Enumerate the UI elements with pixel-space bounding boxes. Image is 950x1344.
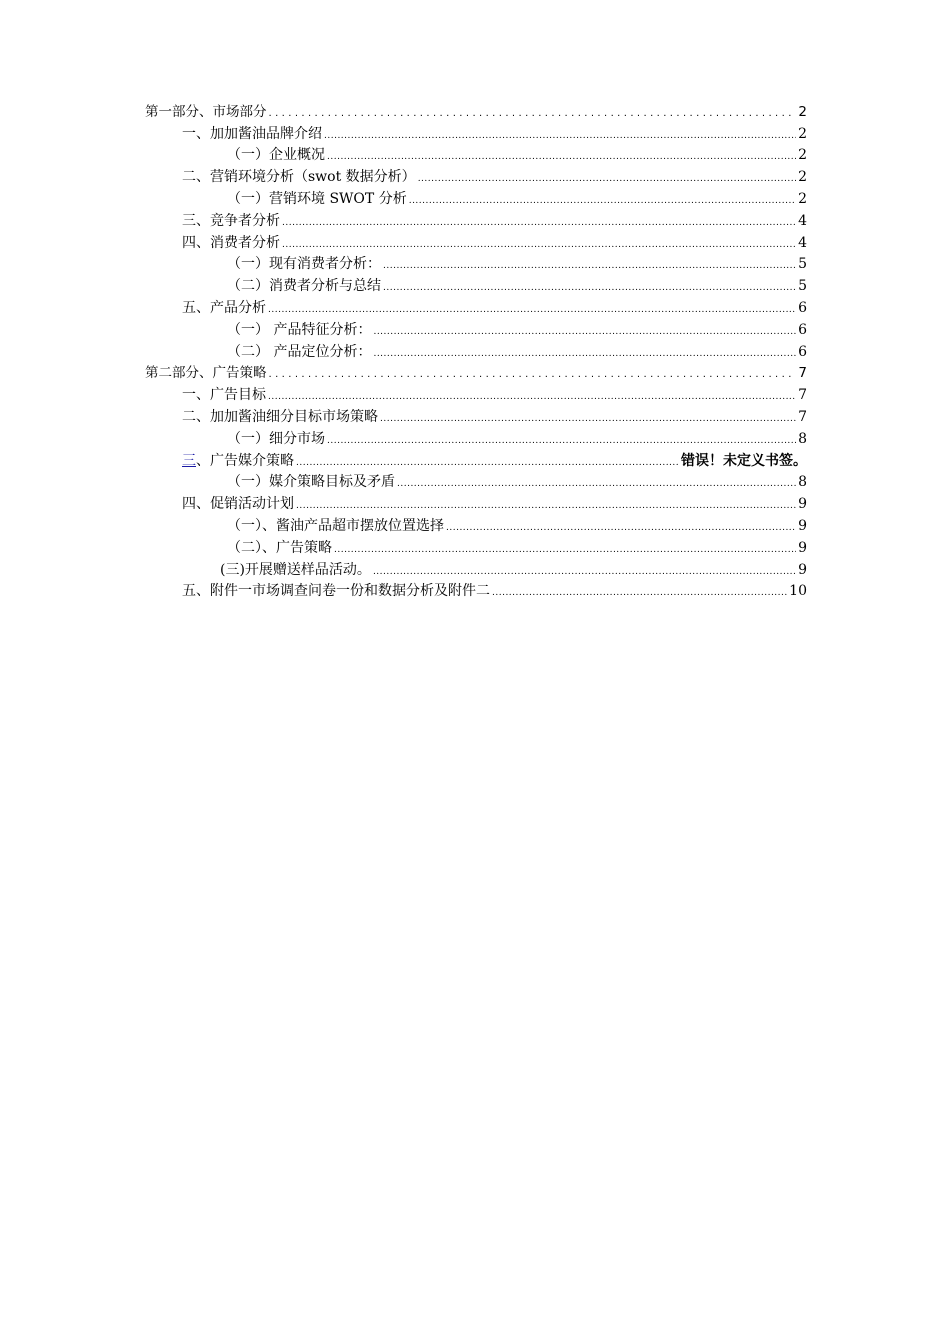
toc-entry-page: 9 (798, 496, 807, 513)
toc-leader-dots (409, 194, 796, 208)
toc-leader-dots (268, 303, 796, 317)
toc-entry-page: 7 (798, 387, 807, 404)
toc-leader-dots (383, 259, 796, 273)
toc-entry-page: 2 (798, 169, 807, 186)
toc-entry-page: 2 (798, 190, 807, 207)
toc-entry[interactable] (145, 361, 807, 383)
toc-entry-title: 五、附件一市场调查问卷一份和数据分析及附件二 (182, 583, 490, 600)
toc-entry-page: 9 (798, 561, 807, 578)
toc-leader-dots (327, 434, 796, 448)
toc-leader-dots (383, 281, 796, 295)
toc-leader-dots (446, 521, 796, 535)
toc-entry[interactable] (145, 186, 807, 208)
toc-leader-dots (327, 150, 796, 164)
toc-leader-dots (296, 456, 679, 470)
toc-entry-page: 9 (798, 517, 807, 534)
toc-entry-page: 5 (798, 278, 807, 295)
toc-entry-title: （一）营销环境 SWOT 分析 (227, 190, 407, 207)
toc-leader-dots (334, 543, 796, 557)
toc-entry[interactable] (145, 535, 807, 557)
toc-entry-page: 7 (798, 365, 807, 382)
table-of-contents (145, 99, 807, 600)
toc-entry-title: 五、产品分析 (182, 299, 266, 316)
toc-entry[interactable] (145, 252, 807, 274)
toc-entry-title: 二、加加酱油细分目标市场策略 (182, 408, 378, 425)
toc-leader-dots (373, 325, 796, 339)
toc-entry-page: 5 (798, 256, 807, 273)
toc-leader-dots (296, 499, 796, 513)
toc-entry-page: 6 (798, 321, 807, 338)
toc-entry-title: （二）、广告策略 (227, 539, 332, 556)
toc-entry-title: （一）、酱油产品超市摆放位置选择 (227, 517, 444, 534)
toc-entry-title: （一）媒介策略目标及矛盾 (227, 474, 395, 491)
toc-entry-page: 8 (798, 474, 807, 491)
toc-entry-title: （一）企业概况 (227, 147, 325, 164)
toc-leader-dots (418, 172, 796, 186)
toc-entry-page: 6 (798, 299, 807, 316)
toc-entry-page: 4 (798, 212, 807, 229)
toc-entry[interactable] (145, 121, 807, 143)
toc-entry[interactable] (145, 513, 807, 535)
toc-entry-title: 四、消费者分析 (182, 234, 280, 251)
toc-entry-title: (三)开展赠送样品活动。 (220, 561, 371, 578)
toc-leader-dots (380, 412, 796, 426)
toc-entry[interactable] (145, 470, 807, 492)
toc-entry-title: （一） 产品特征分析： (227, 321, 372, 338)
toc-entry-page: 6 (798, 343, 807, 360)
toc-entry[interactable] (145, 164, 807, 186)
toc-entry-page: 2 (798, 147, 807, 164)
toc-entry[interactable] (145, 404, 807, 426)
toc-entry-title: 三、竞争者分析 (182, 212, 280, 229)
toc-entry[interactable] (145, 143, 807, 165)
toc-entry[interactable] (145, 273, 807, 295)
toc-leader-dots (492, 586, 787, 600)
toc-entry[interactable] (145, 317, 807, 339)
toc-entry-error[interactable] (145, 448, 807, 470)
toc-entry-title: （二）消费者分析与总结 (227, 278, 381, 295)
toc-entry-page: 7 (798, 408, 807, 425)
toc-bookmark-error: 错误！未定义书签。 (681, 452, 807, 469)
toc-leader-dots (269, 107, 792, 121)
toc-leader-dots (269, 368, 792, 382)
toc-leader-dots (373, 347, 796, 361)
toc-entry-page: 2 (798, 103, 807, 120)
toc-entry-title: （一）现有消费者分析： (227, 256, 381, 273)
toc-entry-title: 四、促销活动计划 (182, 496, 294, 513)
toc-entry[interactable] (145, 557, 807, 579)
toc-leader-dots (268, 390, 796, 404)
toc-entry-page: 4 (798, 234, 807, 251)
toc-entry-page: 8 (798, 430, 807, 447)
toc-entry[interactable] (145, 382, 807, 404)
toc-entry-title: 第二部分、广告策略 (145, 365, 267, 382)
toc-entry-title-rest: 、广告媒介策略 (196, 452, 294, 469)
toc-entry-hyperlink[interactable]: 三 (182, 452, 196, 469)
toc-entry[interactable] (145, 339, 807, 361)
toc-leader-dots (324, 129, 796, 143)
toc-leader-dots (282, 238, 796, 252)
toc-entry-title: 第一部分、市场部分 (145, 103, 267, 120)
toc-entry-page: 2 (798, 125, 807, 142)
toc-entry-title (182, 452, 294, 470)
toc-entry-page: 9 (798, 539, 807, 556)
toc-entry-title: （二） 产品定位分析： (227, 343, 372, 360)
toc-entry[interactable] (145, 99, 807, 121)
toc-entry[interactable] (145, 230, 807, 252)
toc-entry[interactable] (145, 208, 807, 230)
toc-entry[interactable] (145, 579, 807, 601)
toc-entry-title: 一、加加酱油品牌介绍 (182, 125, 322, 142)
toc-leader-dots (282, 216, 796, 230)
toc-entry[interactable] (145, 426, 807, 448)
toc-entry[interactable] (145, 295, 807, 317)
toc-entry-title: 二、营销环境分析（swot 数据分析） (182, 169, 416, 186)
toc-entry-page: 10 (789, 583, 807, 600)
toc-entry-title: （一）细分市场 (227, 430, 325, 447)
toc-leader-dots (397, 477, 796, 491)
toc-entry-title: 一、广告目标 (182, 387, 266, 404)
toc-entry[interactable] (145, 491, 807, 513)
toc-leader-dots (373, 565, 796, 579)
